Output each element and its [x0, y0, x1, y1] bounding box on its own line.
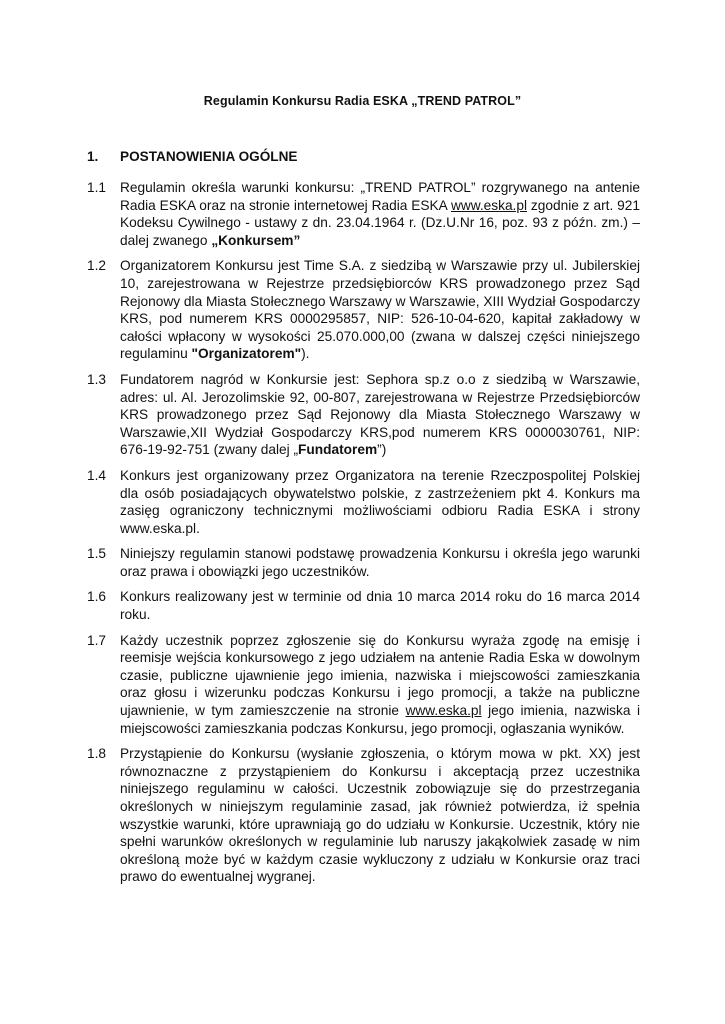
document-title: Regulamin Konkursu Radia ESKA „TREND PATROL” — [203, 94, 522, 108]
clause-text: Przystąpienie do Konkursu (wysłanie zgłoszenia, o którym mowa w pkt. XX) jest równoznaczne z przystąpieniem do Konkursu i akceptacją przez uczestnika niniejszego regulaminu w całości. Uczestnik zobowiązuje się do przestrzegania określonych w niniejszym regulaminie zasad, jak również potwierdza, iż spełnia wszystkie warunki, które uprawniają go do udziału w Konkursie. Uczestnik, który nie spełni warunków określonych w regulaminie lub naruszy jakąkolwiek zasadę w nim określoną może być w każdym czasie wykluczony z udziału w Konkursie oraz traci prawo do ewentualnej wygranej. — [120, 746, 640, 885]
defined-term: "Organizatorem" — [191, 346, 302, 362]
clause-number: 1.3 — [87, 371, 107, 387]
clause-text-part: Fundatorem nagród w Konkursie jest: Sephora sp.z o.o z siedzibą w Warszawie, adres: ul. Al. Jerozolimskie 92, 00-807, zarejestrowana w Rejestrze Przedsiębiorców KRS prowadzonego przez Sąd Rejonowy dla Miasta Stołecznego Warszawy w Warszawie,XII Wydział Gospodarczy KRS,pod numerem KRS 0000030761, NIP: 676-19-92-751 (zwany dalej „ — [120, 371, 640, 458]
section-number: 1. — [87, 149, 99, 164]
clause-1-5 — [87, 545, 640, 580]
clause-text-part: jego imienia, nazwiska i miejscowości zamieszkania podczas Konkursu, jego promocji, ogłaszania wyników. — [120, 703, 640, 736]
clause-text — [120, 371, 640, 459]
clause-text-part: Każdy uczestnik poprzez zgłoszenie się do Konkursu wyraża zgodę na emisję i reemisje wejścia konkursowego z jego udziałem na antenie Radia Eska w dowolnym czasie, publiczne ujawnienie jego imienia, nazwiska i miejscowości zamieszkania oraz głosu i wizerunku podczas Konkursu i jego promocji, a także na publiczne ujawnienie, w tym zamieszczenie na stronie — [120, 632, 640, 719]
clause-number: 1.8 — [87, 746, 107, 762]
clause-1-2 — [87, 257, 640, 363]
clause-text: Konkurs realizowany jest w terminie od dnia 10 marca 2014 roku do 16 marca 2014 roku. — [120, 589, 640, 623]
clause-text-part: Organizatorem Konkursu jest Time S.A. z siedzibą w Warszawie przy ul. Jubilerskiej 10, zarejestrowana w Rejestrze przedsiębiorców KRS prowadzonego przez Sąd Rejonowy dla Miasta Stołecznego Warszawy w Warszawie, XIII Wydział Gospodarczy KRS, pod numerem KRS 0000295857, NIP: 526-10-04-620, kapitał zakładowy w całości wpłacony w wysokości 25.070.000,00 (zwana w dalszej części niniejszego regulaminu — [120, 258, 640, 362]
clause-text-part: ”) — [377, 442, 387, 458]
clause-1-6 — [87, 588, 640, 623]
clause-1-7 — [87, 632, 640, 738]
eska-link[interactable]: www.eska.pl — [405, 703, 482, 719]
clause-number: 1.2 — [87, 258, 107, 274]
clause-text — [120, 257, 640, 363]
clause-1-8 — [87, 745, 640, 886]
defined-term: „Konkursem” — [211, 232, 301, 248]
clause-number: 1.4 — [87, 467, 107, 483]
section-heading — [87, 149, 297, 164]
defined-term: Fundatorem — [298, 442, 378, 458]
clause-number: 1.6 — [87, 589, 107, 605]
clause-text — [120, 632, 640, 738]
clause-1-4 — [87, 467, 640, 537]
clause-number: 1.5 — [87, 546, 107, 562]
clause-1-1 — [87, 179, 640, 249]
clause-text-part: Regulamin określa warunki konkursu: „TREND PATROL” rozgrywanego na antenie Radia ESKA oraz na stronie internetowej Radia ESKA — [120, 180, 640, 213]
clause-1-3 — [87, 371, 640, 459]
clause-text-part: zgodnie z art. 921 Kodeksu Cywilnego - ustawy z dn. 23.04.1964 r. (Dz.U.Nr 16, poz. 93 z późn. zm.) – dalej zwanego — [120, 197, 640, 248]
eska-link[interactable]: www.eska.pl — [450, 197, 528, 213]
clause-text: Konkurs jest organizowany przez Organizatora na terenie Rzeczpospolitej Polskiej dla osób posiadających obywatelstwo polskie, z zastrzeżeniem pkt 4. Konkurs ma zasięg ograniczony technicznymi możliwościami odbioru Radia ESKA i strony www.eska.pl. — [120, 467, 640, 536]
clause-number: 1.1 — [87, 180, 107, 195]
clause-number: 1.7 — [87, 632, 107, 648]
clause-text — [120, 179, 640, 249]
clause-text: Niniejszy regulamin stanowi podstawę prowadzenia Konkursu i określa jego warunki oraz prawa i obowiązki jego uczestników. — [120, 546, 640, 579]
clause-text-part: ). — [301, 346, 310, 362]
section-title: POSTANOWIENIA OGÓLNE — [120, 149, 298, 164]
clause-list — [87, 179, 640, 894]
